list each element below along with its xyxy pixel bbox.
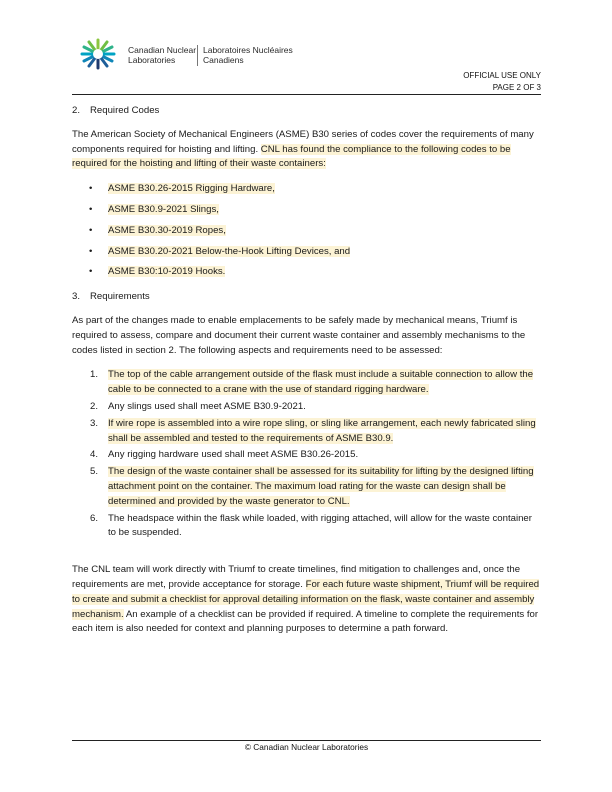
closing-text-end: An example of a checklist can be provided if required. A timeline to complete the requirements for each item is also needed for context and planning purposes to determine a path forward.	[72, 608, 539, 635]
section-2-title: Required Codes	[90, 105, 160, 116]
list-item	[72, 368, 542, 398]
footer-copyright: © Canadian Nuclear Laboratories	[244, 742, 369, 752]
logo-en-line2: Laboratories	[128, 55, 176, 65]
code-item-text: ASME B30.9-2021 Slings,	[108, 203, 219, 215]
codes-list	[72, 182, 542, 280]
header-meta	[463, 70, 541, 94]
section-3-heading	[72, 290, 542, 305]
code-item-text: ASME B30.30-2019 Ropes,	[108, 224, 226, 236]
item-number: 1.	[90, 369, 99, 381]
item-number: 2.	[90, 400, 99, 412]
footer-divider	[72, 740, 541, 741]
item-number: 4.	[90, 449, 99, 461]
list-item	[72, 182, 542, 197]
page-number: PAGE 2 OF 3	[492, 83, 541, 92]
document-body	[72, 104, 542, 647]
code-item-text: ASME B30.20-2021 Below-the-Hook Lifting Devices, and	[108, 245, 351, 257]
list-item	[72, 400, 542, 415]
logo-separator	[197, 45, 198, 66]
item-number: 3.	[90, 417, 99, 429]
item-number: 6.	[90, 512, 99, 524]
logo-french-name	[203, 45, 293, 65]
list-item	[72, 512, 542, 542]
list-item	[72, 448, 542, 463]
section-3-number: 3.	[72, 291, 81, 303]
item-text: Any slings used shall meet ASME B30.9-2021.	[108, 400, 306, 412]
section-2-heading	[72, 104, 542, 119]
item-text: The top of the cable arrangement outside of the flask must include a suitable connection to allow the cable to be connected to a crane with the use of standard rigging hardware.	[108, 369, 534, 396]
closing-text: The CNL team will work directly with Triumf to create timelines, find mitigation to challenges and, once the requirements are met, provide acceptance for storage.	[72, 564, 521, 590]
section-2-intro-text: The American Society of Mechanical Engineers (ASME) B30 series of codes cover the requirements of many components required for hoisting and lifting.	[72, 128, 534, 155]
closing-highlight: For each future waste shipment, Triumf will be required to create and submit a checklist for approval detailing information on the flask, waste container and assembly mechanism.	[72, 578, 540, 620]
closing-paragraph	[72, 563, 542, 637]
list-item	[72, 417, 542, 447]
classification-label: OFFICIAL USE ONLY	[463, 71, 541, 80]
logo-fr-line2: Canadiens	[203, 55, 244, 65]
list-item	[72, 465, 542, 509]
list-item	[72, 265, 542, 280]
header-divider	[72, 94, 541, 95]
cnl-logo	[76, 36, 316, 72]
section-3-title: Requirements	[90, 291, 150, 303]
logo-english-name	[128, 45, 196, 65]
logo-fr-line1: Laboratoires Nucléaires	[203, 45, 293, 55]
item-number: 5.	[90, 466, 99, 478]
list-item	[72, 224, 542, 239]
item-text: The headspace within the flask while loaded, with rigging attached, will allow for the waste container to be suspended.	[108, 512, 532, 539]
section-2-intro	[72, 128, 542, 172]
cnl-starburst-icon	[76, 36, 124, 72]
logo-en-line1: Canadian Nuclear	[128, 45, 197, 55]
list-item	[72, 245, 542, 260]
section-2-number: 2.	[72, 105, 81, 116]
section-2-intro-highlight: CNL has found the compliance to the following codes to be required for the hoisting and lifting of their waste containers:	[72, 143, 511, 170]
code-item-text: ASME B30:10-2019 Hooks.	[108, 266, 226, 278]
code-item-text: ASME B30.26-2015 Rigging Hardware,	[108, 183, 275, 195]
list-item	[72, 203, 542, 218]
item-text: If wire rope is assembled into a wire rope sling, or sling like arrangement, each newly fabricated sling shall be assembled and tested to the requirements of ASME B30.9.	[108, 417, 536, 444]
item-text: Any rigging hardware used shall meet ASME B30.26-2015.	[108, 449, 359, 461]
item-text: The design of the waste container shall be assessed for its suitability for lifting by the designed lifting attachment point on the container. The maximum load rating for the waste can design shall be determined and provided by the waste generator to CNL.	[108, 466, 534, 507]
section-3-intro: As part of the changes made to enable emplacements to be safely made by mechanical means, Triumf is required to assess, compare and document their current waste container and assembly mechanisms to the codes listed in section 2. The following aspects and requirements need to be assessed:	[72, 314, 526, 356]
requirements-list	[72, 368, 542, 541]
